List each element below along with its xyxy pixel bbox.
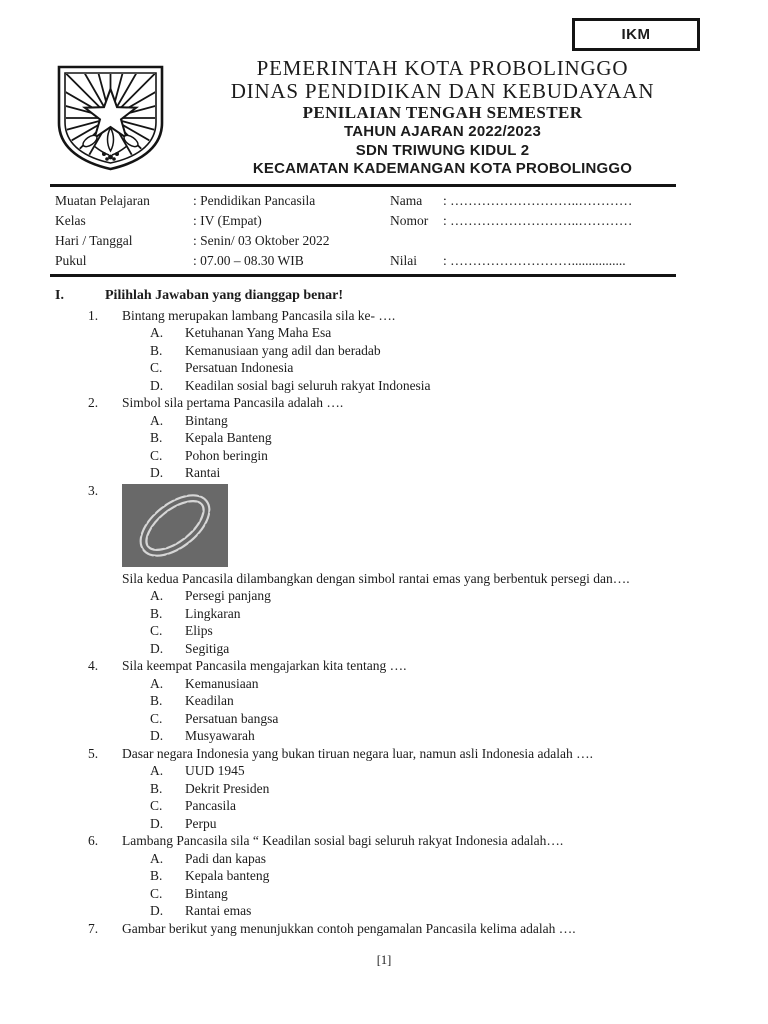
question-number: 3. xyxy=(88,482,99,498)
option-letter: D. xyxy=(150,640,164,656)
option-text: Bintang xyxy=(185,412,228,428)
question-text: Lambang Pancasila sila “ Keadilan sosial bagi seluruh rakyat Indonesia adalah…. xyxy=(122,833,564,848)
question-body xyxy=(122,307,698,395)
ikm-badge-label: IKM xyxy=(621,26,651,43)
info-dotted-line: : ………………………................ xyxy=(443,252,626,268)
ikm-badge xyxy=(572,18,700,51)
question-item xyxy=(55,307,698,395)
answer-option xyxy=(122,342,698,360)
answer-option xyxy=(122,640,698,658)
option-letter: C. xyxy=(150,447,163,463)
info-dotted-line xyxy=(443,231,676,251)
answer-option xyxy=(122,867,698,885)
question-item xyxy=(55,832,698,920)
option-letter: C. xyxy=(150,710,163,726)
info-value: : IV (Empat) xyxy=(193,212,262,228)
option-text: Kemanusiaan yang adil dan beradab xyxy=(185,342,381,358)
option-text: Musyawarah xyxy=(185,728,255,743)
option-letter: D. xyxy=(150,903,164,918)
option-text: Rantai emas xyxy=(185,903,252,918)
option-text: Persatuan bangsa xyxy=(185,710,279,726)
question-body xyxy=(122,832,698,920)
option-text: Kepala banteng xyxy=(185,868,270,883)
question-item xyxy=(55,482,698,658)
option-letter: B. xyxy=(150,430,163,445)
answer-option xyxy=(122,727,698,745)
option-letter: C. xyxy=(150,885,163,901)
answer-option xyxy=(122,605,698,623)
shield-star-rays-icon xyxy=(54,62,167,175)
option-letter: A. xyxy=(150,675,164,691)
option-text: Kemanusiaan xyxy=(185,675,259,691)
probolinggo-emblem-logo xyxy=(54,62,167,175)
answer-option xyxy=(122,447,698,465)
answer-option xyxy=(122,324,698,342)
question-number: 2. xyxy=(88,395,99,410)
option-text: Kepala Banteng xyxy=(185,430,272,445)
option-letter: A. xyxy=(150,325,164,340)
answer-option xyxy=(122,762,698,780)
answer-option xyxy=(122,780,698,798)
answer-option xyxy=(122,377,698,395)
answer-option xyxy=(122,850,698,868)
section-heading xyxy=(55,287,768,305)
info-dotted-line: : ………………………..………… xyxy=(443,192,633,208)
option-letter: D. xyxy=(150,465,164,480)
questions-list xyxy=(55,307,698,938)
option-letter: B. xyxy=(150,342,163,358)
question-number: 5. xyxy=(88,745,99,761)
school-name-line: SDN TRIWUNG KIDUL 2 xyxy=(355,141,530,159)
option-text: Elips xyxy=(185,623,213,638)
option-letter: A. xyxy=(150,850,164,866)
option-text: Persegi panjang xyxy=(185,588,271,603)
exam-title-line: PENILAIAN TENGAH SEMESTER xyxy=(302,103,583,122)
answer-option xyxy=(122,429,698,447)
question-body xyxy=(122,394,698,482)
option-text: Pancasila xyxy=(185,798,236,813)
option-text: Pohon beringin xyxy=(185,447,268,463)
option-letter: C. xyxy=(150,360,163,375)
option-text: Perpu xyxy=(185,815,217,831)
question-number: 7. xyxy=(88,920,99,936)
info-label: Nama xyxy=(390,192,423,208)
info-value: : Pendidikan Pancasila xyxy=(193,192,316,208)
info-label: Pukul xyxy=(55,252,87,268)
option-letter: B. xyxy=(150,868,163,883)
answer-option xyxy=(122,815,698,833)
question-item xyxy=(55,745,698,833)
info-value: : Senin/ 03 Oktober 2022 xyxy=(193,232,330,248)
option-letter: A. xyxy=(150,412,164,428)
option-text: Persatuan Indonesia xyxy=(185,360,294,375)
info-label: Kelas xyxy=(55,212,86,228)
info-dotted-line: : ………………………..………… xyxy=(443,212,633,228)
info-label: Hari / Tanggal xyxy=(55,232,133,248)
option-text: Dekrit Presiden xyxy=(185,780,270,796)
header-divider-line xyxy=(50,184,676,187)
question-text: Dasar negara Indonesia yang bukan tiruan negara luar, namun asli Indonesia adalah …. xyxy=(122,745,594,761)
answer-option xyxy=(122,675,698,693)
page-number: [1] xyxy=(376,953,392,967)
question-body xyxy=(122,745,698,833)
question-item xyxy=(55,920,698,938)
section-title: Pilihlah Jawaban yang dianggap benar! xyxy=(105,287,344,303)
answer-option xyxy=(122,359,698,377)
option-text: Segitiga xyxy=(185,640,230,656)
info-label: Nomor xyxy=(390,212,429,228)
question-text: Bintang merupakan lambang Pancasila sila ke- …. xyxy=(122,307,396,323)
option-text: Rantai xyxy=(185,465,221,480)
page-footer xyxy=(0,953,768,968)
question-number: 4. xyxy=(88,658,99,673)
question-item xyxy=(55,657,698,745)
question-text: Sila keempat Pancasila mengajarkan kita tentang …. xyxy=(122,658,407,673)
option-letter: D. xyxy=(150,728,164,743)
question-item xyxy=(55,394,698,482)
info-divider-line xyxy=(50,274,676,277)
section-numeral: I. xyxy=(55,287,64,303)
answer-option xyxy=(122,692,698,710)
answer-option xyxy=(122,622,698,640)
question-number: 6. xyxy=(88,833,99,848)
answer-option xyxy=(122,587,698,605)
option-text: Keadilan xyxy=(185,693,234,708)
answer-option xyxy=(122,710,698,728)
option-letter: B. xyxy=(150,693,163,708)
option-text: Ketuhanan Yang Maha Esa xyxy=(185,325,332,340)
info-value: : 07.00 – 08.30 WIB xyxy=(193,252,304,268)
option-text: Padi dan kapas xyxy=(185,850,266,866)
question-body xyxy=(122,920,698,938)
option-letter: D. xyxy=(150,377,164,393)
info-label: Muatan Pelajaran xyxy=(55,192,150,208)
answer-option xyxy=(122,464,698,482)
department-line: DINAS PENDIDIKAN DAN KEBUDAYAAN xyxy=(230,79,655,103)
chain-image xyxy=(122,484,228,567)
answer-option xyxy=(122,412,698,430)
option-text: Lingkaran xyxy=(185,605,241,621)
question-body xyxy=(122,482,698,658)
question-text: Gambar berikut yang menunjukkan contoh pengamalan Pancasila kelima adalah …. xyxy=(122,920,576,936)
option-letter: D. xyxy=(150,815,164,831)
question-body xyxy=(122,657,698,745)
school-year-line: TAHUN AJARAN 2022/2023 xyxy=(344,123,541,140)
exam-info-block xyxy=(55,191,676,271)
answer-option xyxy=(122,902,698,920)
info-label: Nilai xyxy=(390,252,417,268)
option-letter: C. xyxy=(150,623,163,638)
option-letter: A. xyxy=(150,588,164,603)
answer-option xyxy=(122,885,698,903)
government-line: PEMERINTAH KOTA PROBOLINGGO xyxy=(256,56,629,80)
option-letter: C. xyxy=(150,798,163,813)
option-text: Keadilan sosial bagi seluruh rakyat Indonesia xyxy=(185,377,431,393)
question-text: Sila kedua Pancasila dilambangkan dengan simbol rantai emas yang berbentuk persegi dan…. xyxy=(122,570,630,586)
option-letter: B. xyxy=(150,780,163,796)
district-line: KECAMATAN KADEMANGAN KOTA PROBOLINGGO xyxy=(252,160,633,177)
answer-option xyxy=(122,797,698,815)
question-text: Simbol sila pertama Pancasila adalah …. xyxy=(122,395,344,410)
info-label xyxy=(390,231,443,251)
option-text: UUD 1945 xyxy=(185,763,245,778)
gold-chain-icon xyxy=(122,484,228,567)
option-text: Bintang xyxy=(185,885,228,901)
option-letter: A. xyxy=(150,763,164,778)
question-number: 1. xyxy=(88,307,99,323)
option-letter: B. xyxy=(150,605,163,621)
